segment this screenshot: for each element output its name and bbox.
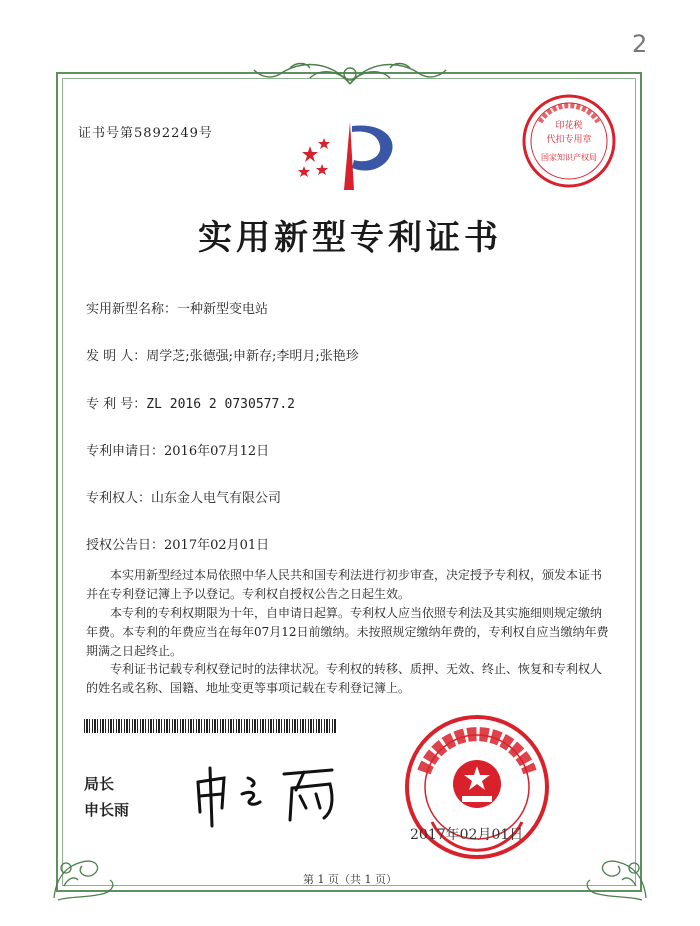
field-value: 2017年02月01日 (164, 538, 270, 553)
field-patentee (86, 487, 281, 506)
svg-text:代扣专用章: 代扣专用章 (546, 135, 592, 145)
patent-office-logo-icon (292, 118, 412, 194)
certificate-title: 实用新型专利证书 (198, 218, 502, 258)
paragraph-grant-notice: 本实用新型经过本局依照中华人民共和国专利法进行初步审查，决定授予专利权，颁发本证书并在专利登记簿上予以登记。专利权自授权公告之日起生效。 (86, 568, 603, 601)
barcode (84, 719, 336, 733)
director-name: 申长雨 (84, 801, 130, 819)
field-value: 山东金人电气有限公司 (151, 491, 282, 506)
field-patent-number (86, 393, 295, 412)
svg-text:印花税: 印花税 (555, 121, 583, 131)
page-number-mark: 2 (632, 30, 648, 58)
field-filing-date (86, 440, 269, 459)
svg-text:国家知识产权局: 国家知识产权局 (541, 153, 597, 162)
certificate-number: 证书号第5892249号 (78, 126, 213, 141)
field-inventors (86, 345, 359, 364)
page-footer: 第 1 页（共 1 页） (303, 873, 397, 886)
field-value: ZL 2016 2 0730577.2 (146, 397, 295, 412)
field-value: 周学芝;张德强;申新存;李明月;张艳珍 (146, 349, 359, 364)
field-label: 发 明 人： (86, 349, 147, 364)
seal-date: 2017年02月01日 (410, 827, 524, 843)
field-utility-model-name (86, 298, 268, 317)
field-value: 一种新型变电站 (177, 302, 269, 317)
field-grant-date (86, 534, 269, 553)
agency-seal-stamp (520, 92, 618, 190)
top-ornament-icon (250, 56, 450, 90)
field-label: 实用新型名称： (86, 302, 178, 317)
field-label: 专 利 号： (86, 397, 147, 412)
field-label: 专利申请日： (86, 444, 165, 459)
director-signature (192, 760, 342, 830)
field-value: 2016年07月12日 (164, 444, 270, 459)
paragraph-term-notice: 本专利的专利权期限为十年，自申请日起算。专利权人应当依照专利法及其实施细则规定缴纳年费。本专利的年费应当在每年07月12日前缴纳。未按照规定缴纳年费的，专利权自应当缴纳年费期满之日起终止。 (86, 606, 609, 658)
field-label: 专利权人： (86, 491, 152, 506)
paragraph-register-notice: 专利证书记载专利权登记时的法律状况。专利权的转移、质押、无效、终止、恢复和专利权人的姓名或名称、国籍、地址变更等事项记载在专利登记簿上。 (86, 662, 603, 695)
field-label: 授权公告日： (86, 538, 165, 553)
director-title: 局长 (84, 775, 115, 793)
